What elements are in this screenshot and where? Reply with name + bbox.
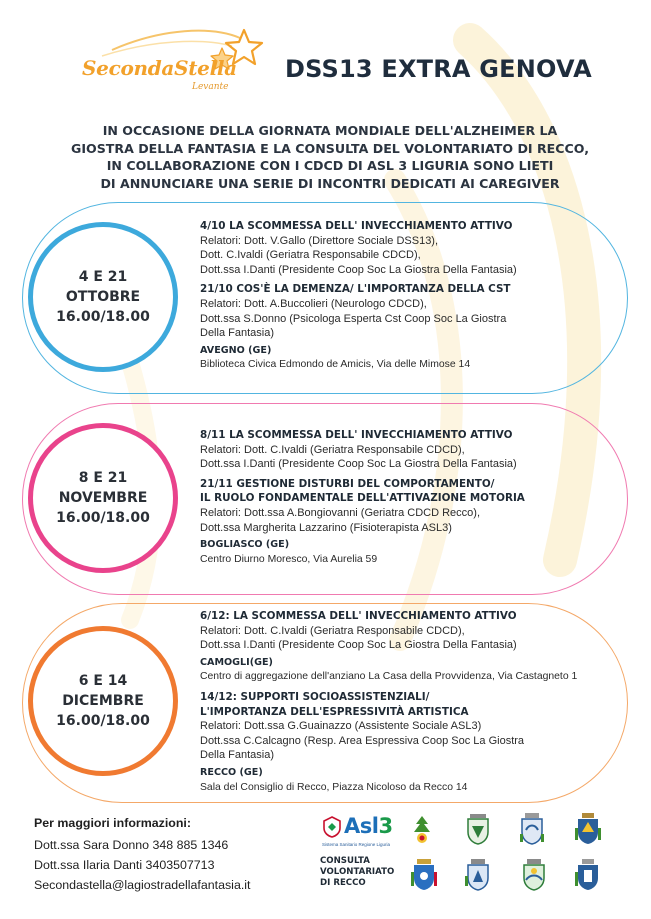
secondastella-logo (72, 22, 272, 100)
date-days: 4 E 21 (78, 269, 128, 285)
session-title: 4/10 LA SCOMMESSA DELL' INVECCHIAMENTO ATTIVO (200, 220, 513, 232)
date-circle-december (28, 626, 178, 776)
contact-email[interactable]: Secondastella@lagiostradellafantasia.it (34, 878, 251, 892)
event-place: CAMOGLI(GE) (200, 656, 273, 668)
date-time: 16.00/18.00 (56, 713, 150, 729)
crest-icon (518, 812, 546, 846)
logo-text: SecondaStella (82, 56, 237, 80)
session-title-line2: IL RUOLO FONDAMENTALE DELL'ATTIVAZIONE MOTORIA (200, 492, 525, 505)
intro-line: IN OCCASIONE DELLA GIORNATA MONDIALE DELL'ALZHEIMER LA (102, 123, 558, 138)
asl-mark-icon (322, 816, 342, 838)
contact-info (34, 813, 250, 895)
consulta-label: CONSULTA VOLONTARIATO DI RECCO (320, 856, 395, 888)
speaker-line: Dott.ssa S.Donno (Psicologa Esperta Cst Coop Soc La Giostra (200, 312, 507, 325)
speaker-line: Relatori: Dott.ssa A.Bongiovanni (Geriatra CDCD Recco), (200, 506, 480, 519)
speaker-line: Relatori: Dott. V.Gallo (Direttore Sociale DSS13), (200, 234, 439, 247)
logo-subtitle: Levante (192, 82, 229, 92)
page-title: DSS13 EXTRA GENOVA (285, 55, 592, 83)
speaker-line: Relatori: Dott. C.Ivaldi (Geriatra Responsabile CDCD), (200, 624, 465, 637)
speaker-line: Dott. C.Ivaldi (Geriatra Responsabile CDCD), (200, 249, 421, 262)
intro-text (40, 122, 620, 192)
intro-line: IN COLLABORAZIONE CON I CDCD DI ASL 3 LIGURIA SONO LIETI (106, 158, 554, 173)
session-title: 6/12: LA SCOMMESSA DELL' INVECCHIAMENTO ATTIVO (200, 610, 517, 622)
event-place: BOGLIASCO (GE) (200, 539, 290, 551)
speaker-line: Della Fantasia) (200, 749, 274, 762)
date-days: 8 E 21 (78, 470, 128, 486)
event-address: Centro Diurno Moresco, Via Aurelia 59 (200, 553, 378, 565)
crest-icon (410, 858, 438, 892)
session-title: 14/12: SUPPORTI SOCIOASSISTENZIALI/ (200, 690, 430, 703)
contact-heading: Per maggiori informazioni: (34, 816, 191, 830)
session-title-line2: L'IMPORTANZA DELL'ESPRESSIVITÀ ARTISTICA (200, 705, 469, 718)
date-circle-october (28, 222, 178, 372)
event-details-october (200, 219, 630, 373)
speaker-line: Relatori: Dott.ssa G.Guainazzo (Assistente Sociale ASL3) (200, 720, 482, 733)
event-address: Centro di aggregazione dell'anziano La Casa della Provvidenza, Via Castagneto 1 (200, 671, 578, 683)
event-place: AVEGNO (GE) (200, 344, 272, 356)
speaker-line: Relatori: Dott. A.Buccolieri (Neurologo CDCD), (200, 297, 427, 310)
asl-name: Asl3 (344, 814, 393, 838)
speaker-line: Dott.ssa I.Danti (Presidente Coop Soc La Giostra Della Fantasia) (200, 458, 517, 471)
speaker-line: Dott.ssa C.Calcagno (Resp. Area Espressiva Coop Soc La Giostra (200, 734, 525, 747)
crest-icon (464, 812, 492, 846)
session-title: 21/11 GESTIONE DISTURBI DEL COMPORTAMENTO/ (200, 477, 495, 490)
crest-icon (520, 858, 548, 892)
crest-icon (574, 858, 602, 892)
asl-subtitle: Sistema Sanitario Regione Liguria (322, 842, 391, 847)
session-title: 8/11 LA SCOMMESSA DELL' INVECCHIAMENTO ATTIVO (200, 429, 513, 441)
session-title: 21/10 COS'È LA DEMENZA/ L'IMPORTANZA DELLA CST (200, 283, 511, 296)
date-circle-november (28, 423, 178, 573)
date-month: OTTOBRE (65, 289, 141, 305)
date-month: NOVEMBRE (58, 490, 148, 506)
crest-icon (464, 858, 492, 892)
speaker-line: Relatori: Dott. C.Ivaldi (Geriatra Responsabile CDCD), (200, 443, 465, 456)
event-details-november (200, 428, 630, 567)
event-address: Sala del Consiglio di Recco, Piazza Nicoloso da Recco 14 (200, 781, 468, 793)
speaker-line: Della Fantasia) (200, 327, 274, 340)
intro-line: GIOSTRA DELLA FANTASIA E LA CONSULTA DEL VOLONTARIATO DI RECCO, (71, 140, 589, 156)
intro-line: DI ANNUNCIARE UNA SERIE DI INCONTRI DEDICATI AI CAREGIVER (100, 175, 560, 191)
contact-line: Dott.ssa Sara Donno 348 885 1346 (34, 838, 229, 852)
asl3-logo (322, 814, 394, 850)
green-emblem-icon (408, 812, 436, 846)
speaker-line: Dott.ssa I.Danti (Presidente Coop Soc La Giostra Della Fantasia) (200, 639, 517, 652)
event-address: Biblioteca Civica Edmondo de Amicis, Via delle Mimose 14 (200, 359, 471, 371)
contact-line: Dott.ssa Ilaria Danti 3403507713 (34, 858, 215, 872)
event-place: RECCO (GE) (200, 766, 263, 778)
date-time: 16.00/18.00 (56, 510, 150, 526)
crest-icon (574, 812, 602, 846)
speaker-line: Dott.ssa Margherita Lazzarino (Fisioterapista ASL3) (200, 521, 452, 534)
event-details-december (200, 609, 630, 795)
speaker-line: Dott.ssa I.Danti (Presidente Coop Soc La Giostra Della Fantasia) (200, 263, 517, 276)
date-time: 16.00/18.00 (56, 309, 150, 325)
date-month: DICEMBRE (62, 693, 144, 709)
date-days: 6 E 14 (78, 673, 128, 689)
